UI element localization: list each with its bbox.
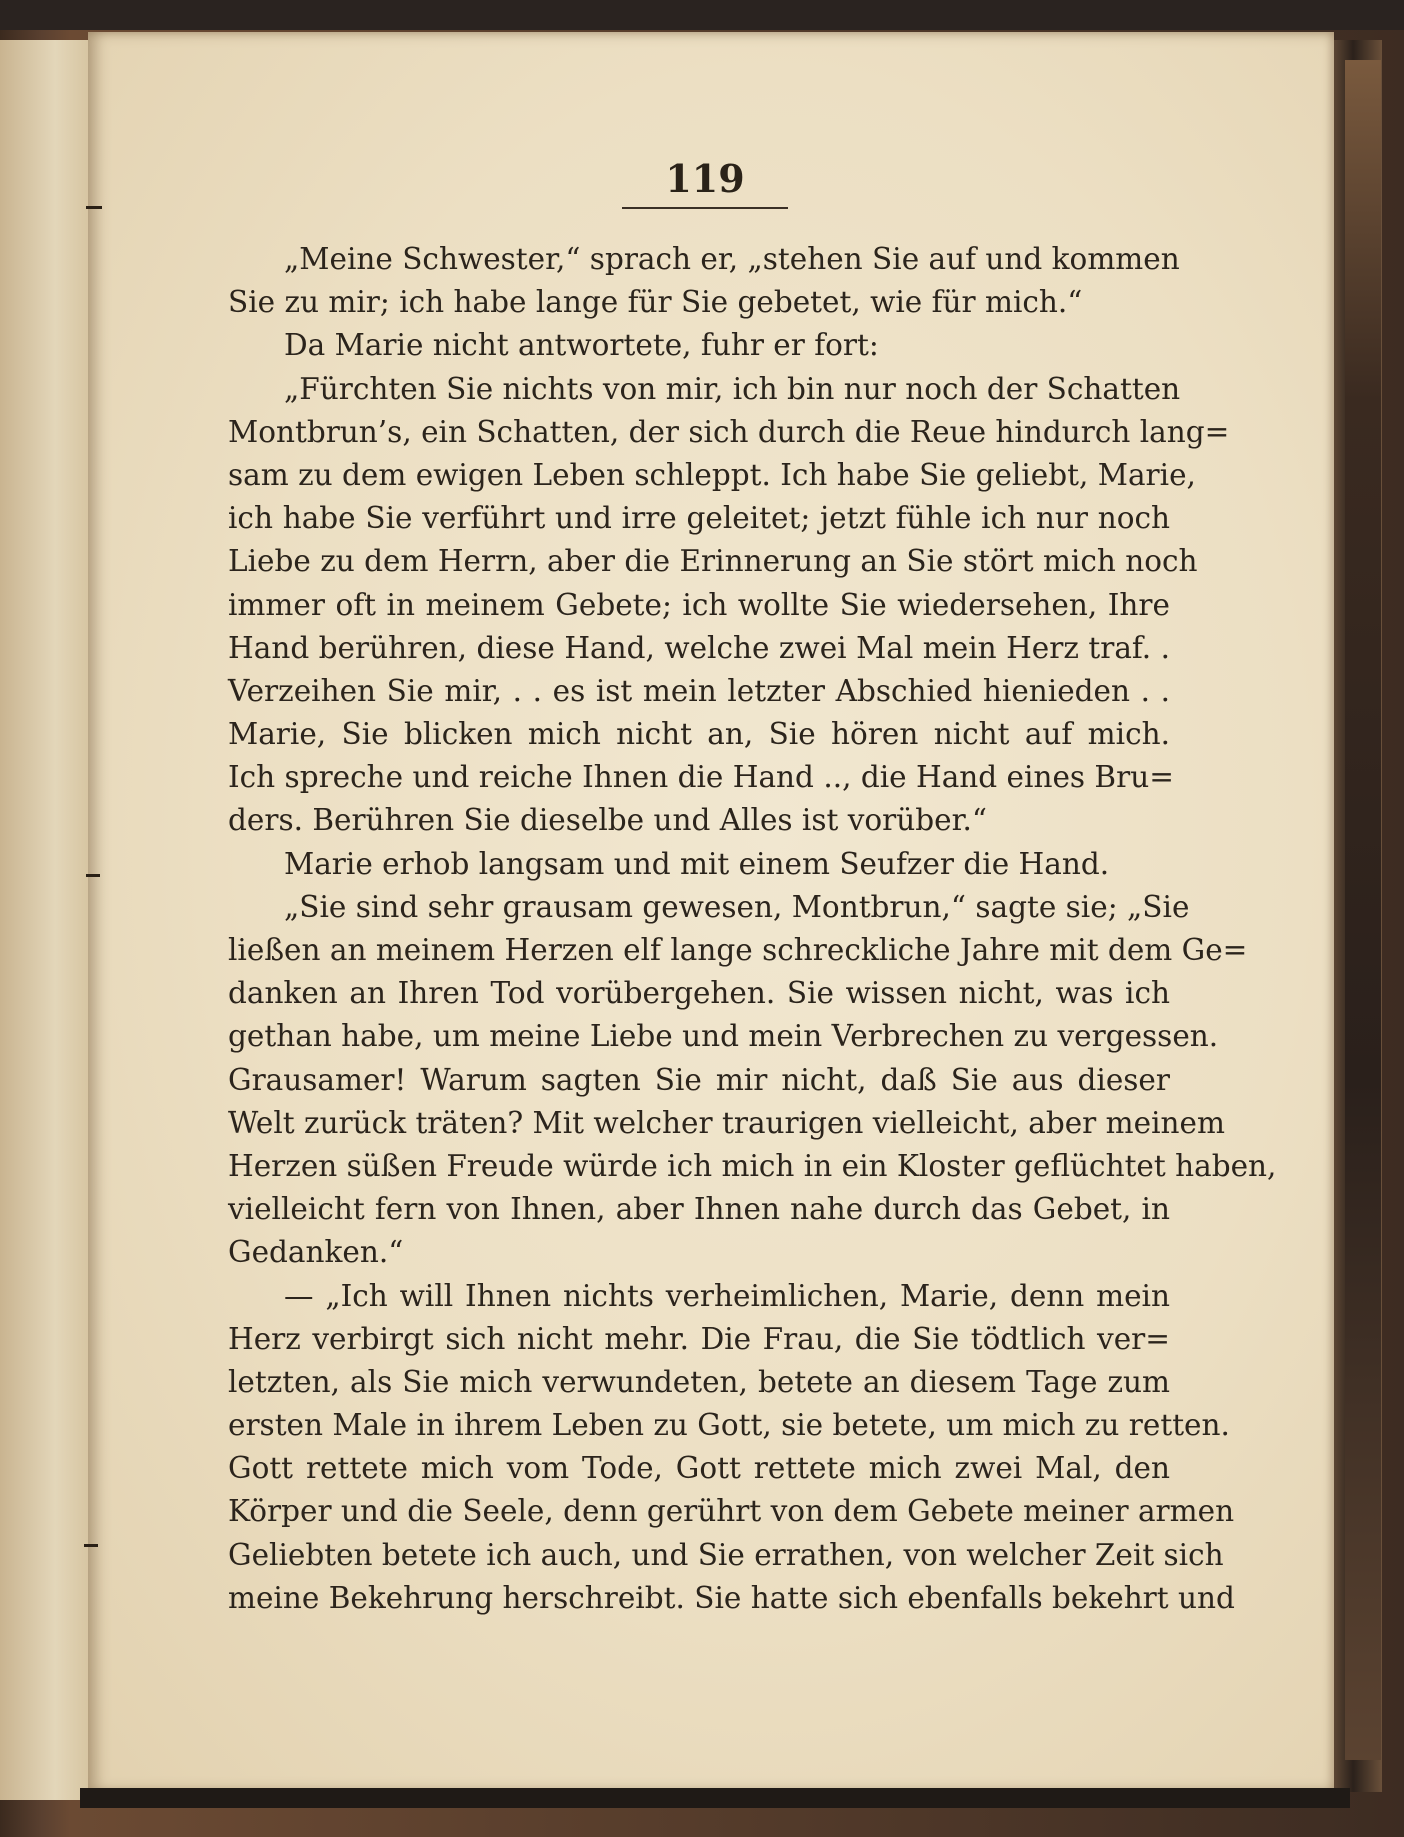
text-line: ich habe Sie verführt und irre geleitet; jetzt fühle ich nur noch	[228, 501, 1170, 536]
text-line: Montbrun’s, ein Schatten, der sich durch die Reue hindurch lang=	[228, 414, 1230, 449]
text-line: Herz verbirgt sich nicht mehr. Die Frau, die Sie tödtlich ver=	[228, 1321, 1170, 1356]
text-line: Liebe zu dem Herrn, aber die Erinnerung an Sie stört mich noch	[228, 544, 1198, 579]
text-line: Gott rettete mich vom Tode, Gott rettete mich zwei Mal, den	[228, 1451, 1170, 1486]
text-line: Sie zu mir; ich habe lange für Sie gebetet, wie für mich.“	[228, 285, 1083, 320]
text-line: sam zu dem ewigen Leben schleppt. Ich habe Sie geliebt, Marie,	[228, 457, 1196, 492]
bottom-edge	[80, 1788, 1350, 1808]
text-line: meine Bekehrung herschreibt. Sie hatte sich ebenfalls bekehrt und	[228, 1580, 1235, 1615]
text-line: Da Marie nicht antwortete, fuhr er fort:	[284, 328, 879, 363]
binding-mark	[84, 1544, 98, 1547]
text-line: Körper und die Seele, denn gerührt von dem Gebete meiner armen	[228, 1494, 1235, 1529]
left-page-edge	[0, 40, 94, 1800]
binding-mark	[86, 874, 100, 877]
text-line: „Sie sind sehr grausam gewesen, Montbrun,“ sagte sie; „Sie	[284, 889, 1190, 924]
text-line: Geliebten betete ich auch, und Sie errathen, von welcher Zeit sich	[228, 1537, 1224, 1572]
text-line: danken an Ihren Tod vorübergehen. Sie wissen nicht, was ich	[228, 976, 1170, 1011]
text-line: ders. Berühren Sie dieselbe und Alles ist vorüber.“	[228, 803, 987, 838]
text-line: „Meine Schwester,“ sprach er, „stehen Sie auf und kommen	[284, 242, 1180, 276]
text-line: letzten, als Sie mich verwundeten, betete an diesem Tage zum	[228, 1364, 1170, 1399]
text-line: Welt zurück träten? Mit welcher traurigen vielleicht, aber meinem	[228, 1105, 1225, 1140]
text-line: Ich spreche und reiche Ihnen die Hand .., die Hand eines Bru=	[228, 760, 1174, 795]
text-line: — „Ich will Ihnen nichts verheimlichen, Marie, denn mein	[284, 1278, 1170, 1313]
text-line: ersten Male in ihrem Leben zu Gott, sie betete, um mich zu retten.	[228, 1408, 1230, 1443]
text-line: Verzeihen Sie mir, . . es ist mein letzter Abschied hienieden . .	[228, 673, 1170, 708]
text-line: ließen an meinem Herzen elf lange schreckliche Jahre mit dem Ge=	[228, 933, 1248, 967]
text-line: Hand berühren, diese Hand, welche zwei Mal mein Herz traf. .	[228, 630, 1170, 665]
text-line: immer oft in meinem Gebete; ich wollte Sie wiedersehen, Ihre	[228, 587, 1170, 622]
page-number-rule	[622, 207, 788, 209]
leather-cover-corner	[1345, 60, 1381, 1760]
text-line: Gedanken.“	[228, 1235, 404, 1270]
text-line: „Fürchten Sie nichts von mir, ich bin nur noch der Schatten	[284, 371, 1181, 406]
page-number: 119	[665, 156, 745, 201]
text-line: Grausamer! Warum sagten Sie mir nicht, daß Sie aus dieser	[228, 1062, 1170, 1097]
text-line: Marie erhob langsam und mit einem Seufzer die Hand.	[284, 846, 1110, 881]
text-line: vielleicht fern von Ihnen, aber Ihnen nahe durch das Gebet, in	[228, 1192, 1170, 1227]
binding-mark	[86, 206, 102, 209]
body-text	[228, 238, 1277, 1620]
text-line: Marie, Sie blicken mich nicht an, Sie hören nicht auf mich.	[228, 717, 1170, 752]
text-line: Herzen süßen Freude würde ich mich in ein Kloster geflüchtet haben,	[228, 1148, 1277, 1183]
text-line: gethan habe, um meine Liebe und mein Verbrechen zu vergessen.	[228, 1019, 1219, 1054]
